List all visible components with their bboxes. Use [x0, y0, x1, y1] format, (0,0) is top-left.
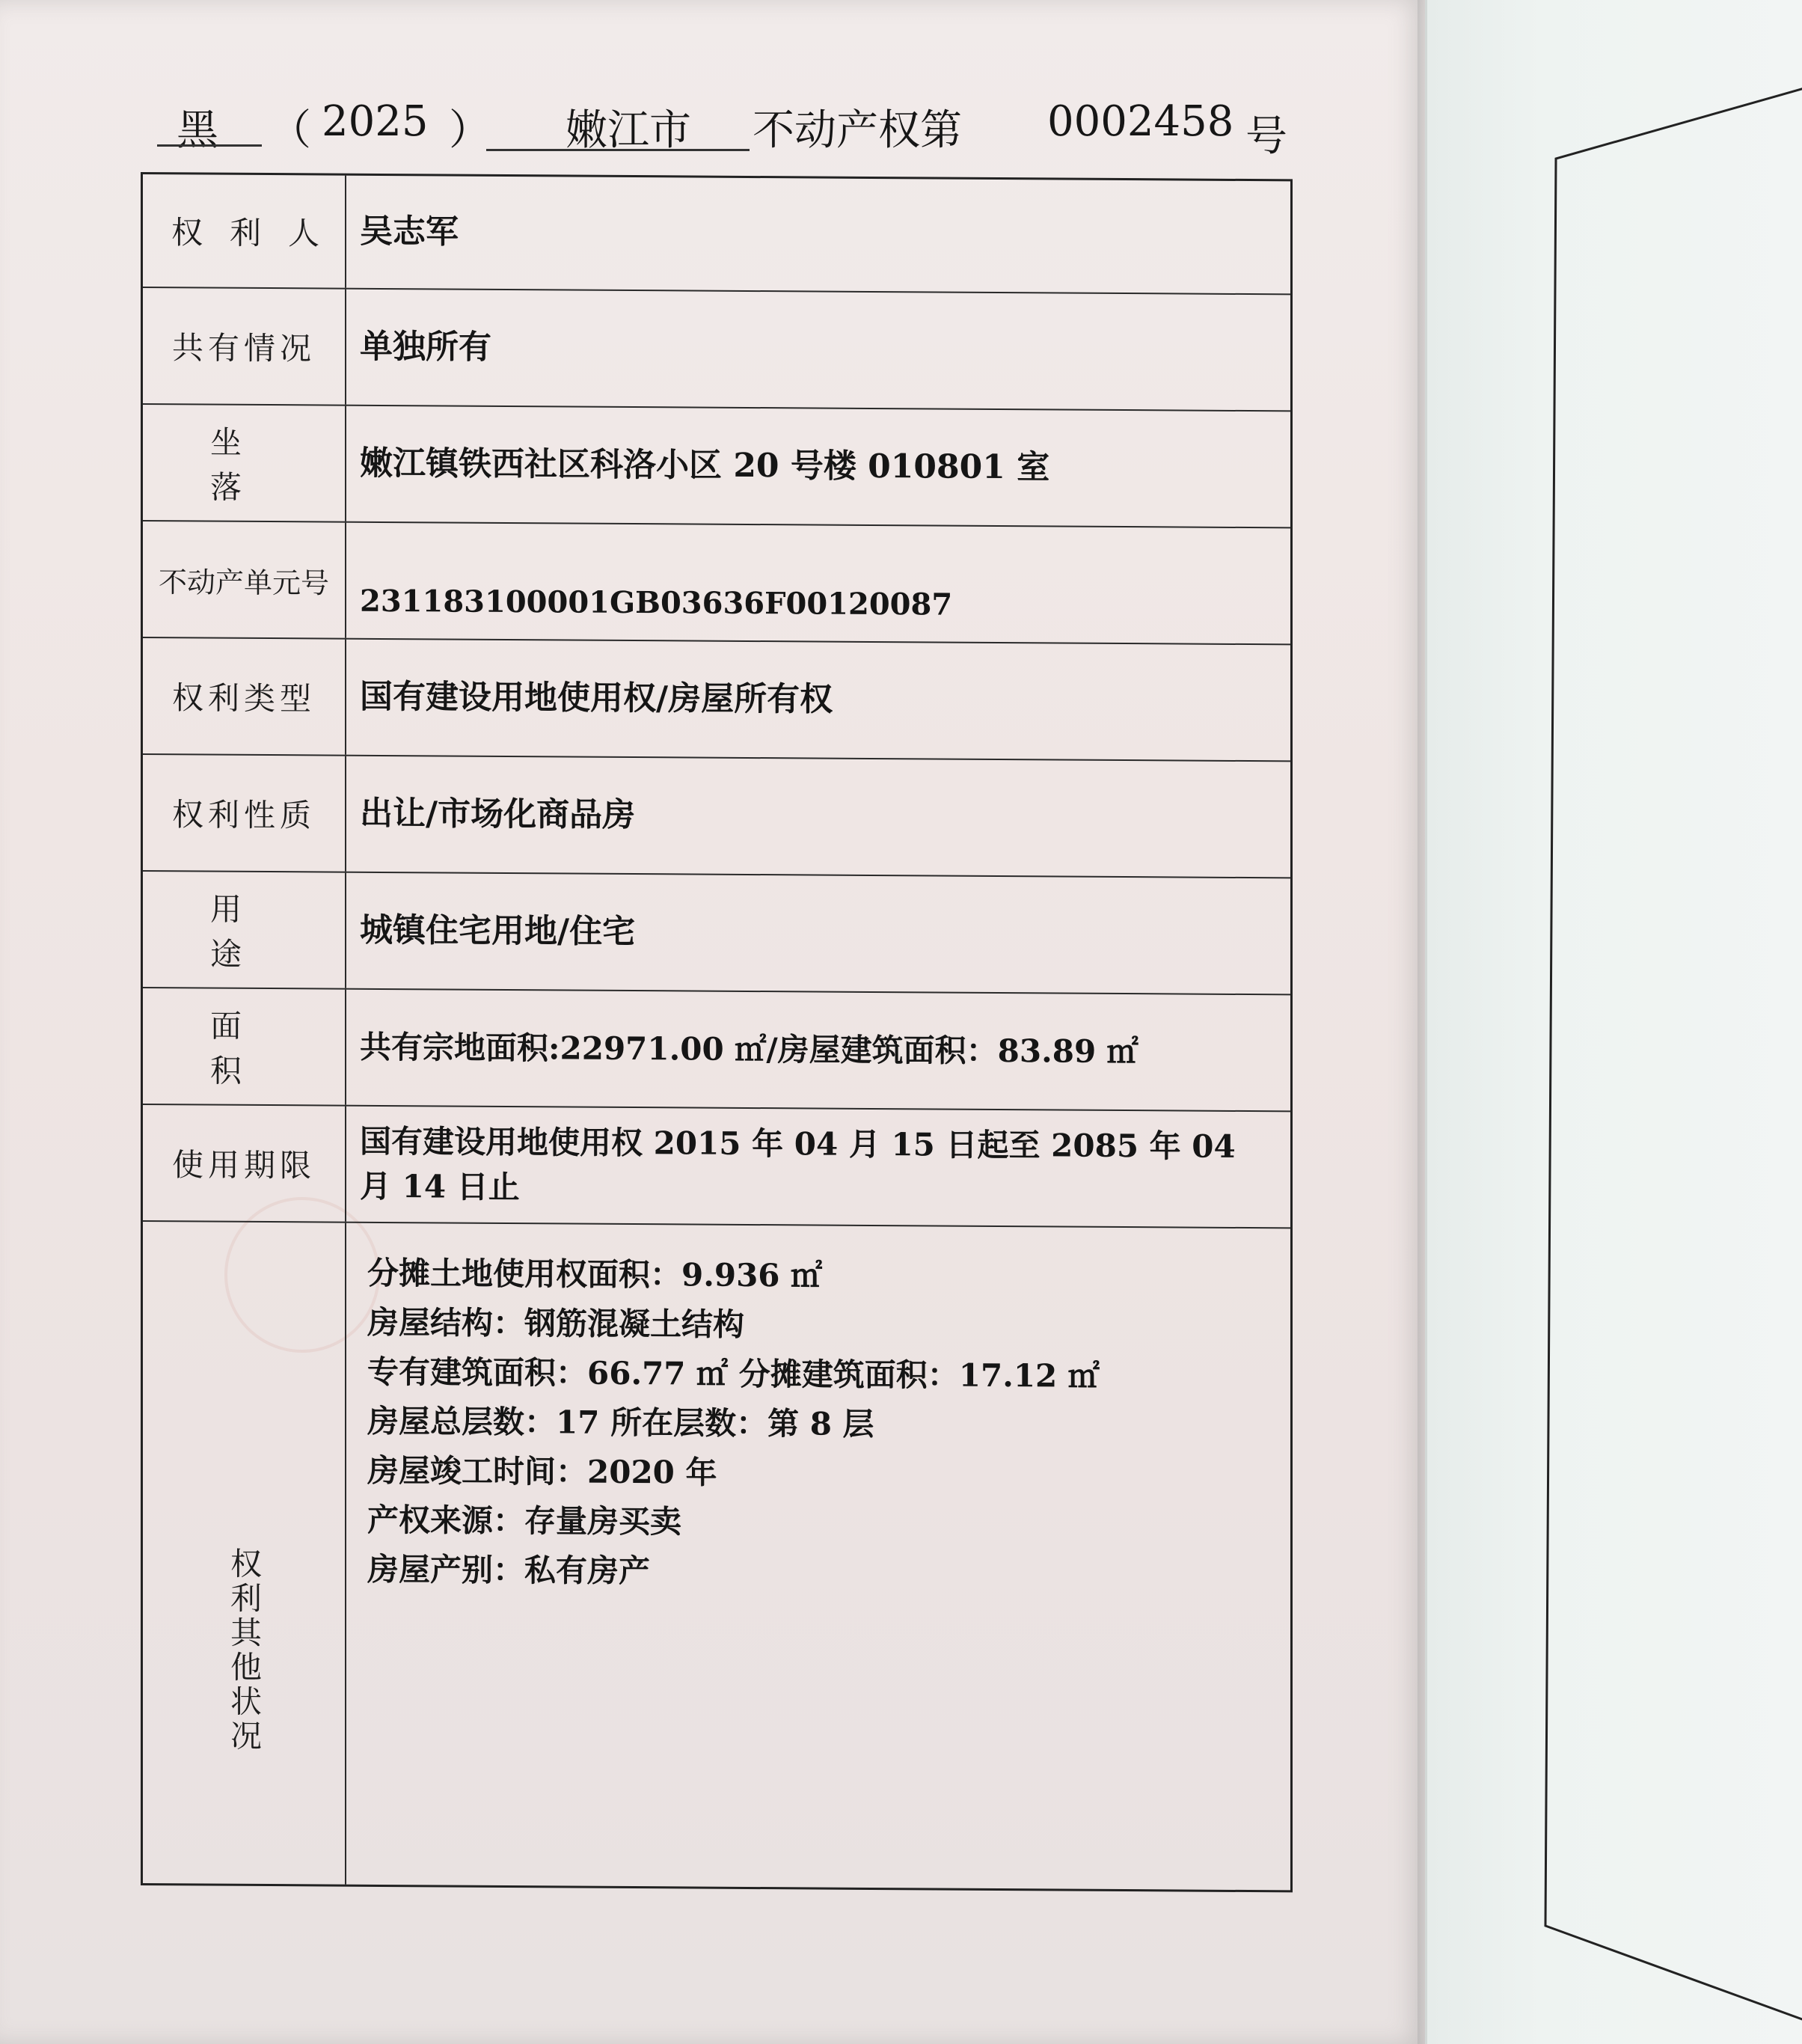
value-usage: 城镇住宅用地/住宅	[360, 911, 636, 952]
other-line-shared-land-area: 分摊土地使用权面积：9.936 ㎡	[367, 1254, 823, 1294]
label-right-type: 权利类型	[143, 638, 346, 755]
region-underline	[157, 144, 262, 147]
table-row-term	[143, 1105, 1290, 1228]
city-name: 嫩江市	[566, 106, 691, 155]
page-fold-shadow	[1418, 0, 1425, 2044]
city-underline	[486, 149, 750, 151]
certificate-number-line	[150, 90, 1317, 165]
table-row-co-ownership	[143, 288, 1290, 411]
year: 2025	[322, 97, 429, 146]
cert-suffix: 号	[1245, 112, 1287, 161]
value-owner: 吴志军	[360, 212, 459, 251]
label-right-nature: 权利性质	[143, 755, 346, 872]
table-row-usage	[143, 872, 1290, 995]
cert-label: 不动产权第	[753, 106, 962, 155]
label-owner-char: 利	[229, 214, 261, 251]
certificate-number: 0002458	[1047, 97, 1234, 146]
other-status-list	[367, 1249, 1100, 1599]
other-line-structure: 房屋结构：钢筋混凝土结构	[367, 1303, 745, 1343]
value-area: 共有宗地面积:22971.00 ㎡/房屋建筑面积：83.89 ㎡	[360, 1028, 1138, 1070]
region-abbr: 黑	[177, 106, 218, 155]
label-area: 面积	[143, 988, 346, 1105]
value-right-nature: 出让/市场化商品房	[360, 794, 636, 835]
value-right-type: 国有建设用地使用权/房屋所有权	[360, 677, 833, 719]
certificate-right-page	[1425, 0, 1802, 2044]
year-open-bracket: （	[269, 106, 311, 155]
value-co-ownership: 单独所有	[360, 327, 491, 367]
other-line-building-areas: 专有建筑面积：66.77 ㎡ 分摊建筑面积：17.12 ㎡	[367, 1353, 1100, 1395]
label-usage: 用途	[143, 872, 346, 988]
value-unit-number: 231183100001GB03636F00120087	[360, 583, 953, 622]
label-term: 使用期限	[143, 1105, 346, 1222]
label-co-ownership: 共有情况	[143, 288, 346, 405]
other-line-property-source: 产权来源：存量房买卖	[367, 1501, 682, 1540]
table-row-unit-number	[143, 521, 1290, 645]
table-row-right-nature	[143, 755, 1290, 878]
value-location: 嫩江镇铁西社区科洛小区 20 号楼 010801 室	[360, 444, 1050, 487]
value-term: 国有建设用地使用权 2015 年 04 月 15 日起至 2085 年 04 月 14 日止	[360, 1122, 1236, 1206]
other-line-floors: 房屋总层数：17 所在层数：第 8 层	[367, 1402, 874, 1442]
table-row-location	[143, 405, 1290, 528]
label-owner	[143, 174, 346, 288]
label-owner-char: 人	[287, 215, 319, 252]
table-row-right-type	[143, 638, 1290, 762]
property-info-table	[141, 172, 1293, 1892]
label-other-status: 权利其他状况	[143, 1222, 346, 1885]
table-row-owner	[143, 174, 1290, 295]
label-location: 坐落	[143, 405, 346, 521]
table-row-area	[143, 988, 1290, 1112]
label-owner-char: 权	[171, 214, 203, 251]
other-line-completion-year: 房屋竣工时间：2020 年	[367, 1451, 717, 1491]
other-line-property-category: 房屋产别：私有房产	[367, 1550, 651, 1590]
label-unit-number: 不动产单元号	[143, 521, 346, 638]
table-row-other-status	[143, 1222, 1290, 1890]
right-page-frame	[1427, 0, 1802, 2044]
year-close-bracket: ）	[449, 106, 491, 155]
